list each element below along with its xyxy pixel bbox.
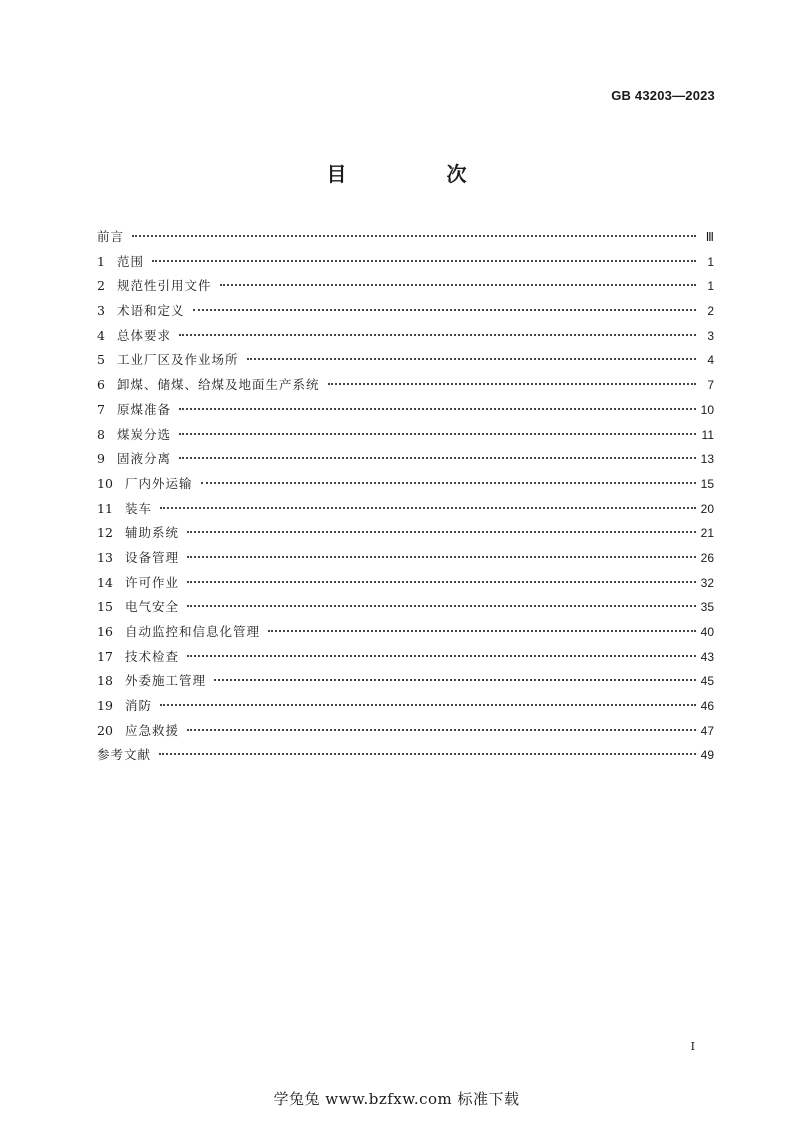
- toc-entry-page: 43: [700, 649, 714, 664]
- toc-entry-number: 8: [97, 426, 105, 442]
- toc-entry-label: 装车: [125, 500, 153, 516]
- toc-entry-label: 许可作业: [125, 574, 180, 590]
- page-number: I: [690, 1040, 695, 1053]
- toc-entry-label: 应急救援: [125, 722, 180, 738]
- toc-entry-page: 32: [700, 575, 714, 590]
- toc-entry-label: 固液分离: [117, 451, 172, 467]
- toc-entry-page: 46: [700, 699, 714, 714]
- toc-entry-label: 工业厂区及作业场所: [117, 352, 239, 368]
- toc-entry-page: 4: [707, 353, 714, 368]
- toc-entry-label: 前言: [97, 229, 125, 244]
- toc-dot-leader: [328, 369, 696, 385]
- toc-dot-leader: [193, 295, 696, 311]
- toc-entry-number: 9: [97, 451, 105, 467]
- toc-dot-leader: [160, 493, 696, 509]
- toc-entry-number: 17: [97, 648, 113, 664]
- toc-entry-label: 原煤准备: [117, 401, 172, 417]
- toc-entry-number: 5: [97, 352, 105, 368]
- toc-entry-label: 煤炭分选: [117, 426, 172, 442]
- toc-dot-leader: [159, 739, 696, 755]
- toc-entry-page: Ⅲ: [705, 230, 714, 244]
- toc-entry-page: 35: [700, 600, 714, 615]
- toc-entry-number: 4: [97, 327, 105, 343]
- toc-entry-number: 14: [97, 574, 113, 590]
- toc-entry-page: 45: [700, 674, 714, 689]
- toc-entry-label: 参考文献: [97, 747, 152, 763]
- toc-entry-number: 18: [97, 673, 113, 689]
- toc-entry-page: 20: [700, 501, 714, 516]
- footer-watermark: 学兔兔 www.bzfxw.com 标准下载: [273, 1090, 520, 1108]
- toc-dot-leader: [187, 715, 696, 731]
- toc-entry-number: 12: [97, 525, 113, 541]
- standard-number: GB 43203—2023: [611, 88, 715, 103]
- toc-entry-page: 21: [700, 526, 714, 541]
- toc-entry-page: 47: [700, 723, 714, 738]
- toc-entry-label: 范围: [117, 253, 145, 269]
- toc-entry-page: 10: [700, 402, 714, 417]
- toc-entry-label: 电气安全: [125, 599, 180, 615]
- toc-entry-label: 卸煤、储煤、给煤及地面生产系统: [117, 377, 320, 393]
- toc-entry-label: 外委施工管理: [125, 673, 207, 689]
- toc-entry-page: 7: [707, 378, 714, 393]
- toc-entry-page: 26: [700, 550, 714, 565]
- toc-entry-page: 49: [700, 748, 714, 763]
- toc-entry-number: 20: [97, 722, 113, 738]
- toc-dot-leader: [187, 517, 696, 533]
- toc-entry-label: 消防: [125, 698, 153, 714]
- toc-entry-label: 总体要求: [117, 327, 172, 343]
- toc-entry-number: 3: [97, 303, 105, 319]
- toc-entry-label: 设备管理: [125, 549, 180, 565]
- page-title: 目 次: [326, 162, 507, 186]
- toc-entry-label: 技术检查: [125, 648, 180, 664]
- toc-dot-leader: [268, 616, 696, 632]
- toc-entry-label: 厂内外运输: [125, 475, 193, 491]
- toc-entry-label: 规范性引用文件: [117, 278, 212, 294]
- toc-dot-leader: [201, 468, 696, 484]
- toc-entry-label: 自动监控和信息化管理: [125, 624, 261, 639]
- toc-entry-number: 10: [97, 475, 113, 491]
- toc-dot-leader: [214, 665, 696, 681]
- toc-entry-page: 11: [701, 427, 714, 442]
- toc-entry-number: 13: [97, 549, 113, 565]
- toc-entry-number: 11: [97, 500, 113, 516]
- toc-entry-page: 3: [707, 328, 714, 343]
- toc-dot-leader: [179, 394, 696, 410]
- toc-entry-number: 6: [97, 377, 105, 393]
- toc-entry-number: 15: [97, 599, 113, 615]
- toc-entry-page: 1: [707, 279, 714, 294]
- toc-dot-leader: [179, 320, 696, 336]
- toc-dot-leader: [247, 344, 696, 360]
- toc-dot-leader: [152, 246, 696, 262]
- toc-entry-page: 15: [700, 476, 714, 491]
- toc-entry-page: 2: [707, 304, 714, 319]
- toc-dot-leader: [179, 443, 696, 459]
- toc-dot-leader: [179, 419, 696, 435]
- toc-entry-page: 40: [700, 625, 714, 639]
- toc-dot-leader: [132, 221, 696, 237]
- toc-entry-label: 术语和定义: [117, 303, 185, 319]
- toc-entry[interactable]: [97, 743, 714, 768]
- toc-dot-leader: [187, 542, 696, 558]
- toc-dot-leader: [160, 690, 696, 706]
- toc-dot-leader: [187, 591, 696, 607]
- toc-entry-number: 19: [97, 698, 113, 714]
- toc-entry-number: 1: [97, 253, 105, 269]
- toc-entry-page: 1: [707, 254, 714, 269]
- table-of-contents: [97, 225, 714, 768]
- toc-dot-leader: [220, 270, 696, 286]
- toc-entry-label: 辅助系统: [125, 525, 180, 541]
- toc-entry-number: 16: [97, 624, 113, 639]
- toc-entry-number: 7: [97, 401, 105, 417]
- toc-entry-number: 2: [97, 278, 105, 294]
- toc-entry-page: 13: [700, 452, 714, 467]
- toc-dot-leader: [187, 641, 696, 657]
- toc-dot-leader: [187, 567, 696, 583]
